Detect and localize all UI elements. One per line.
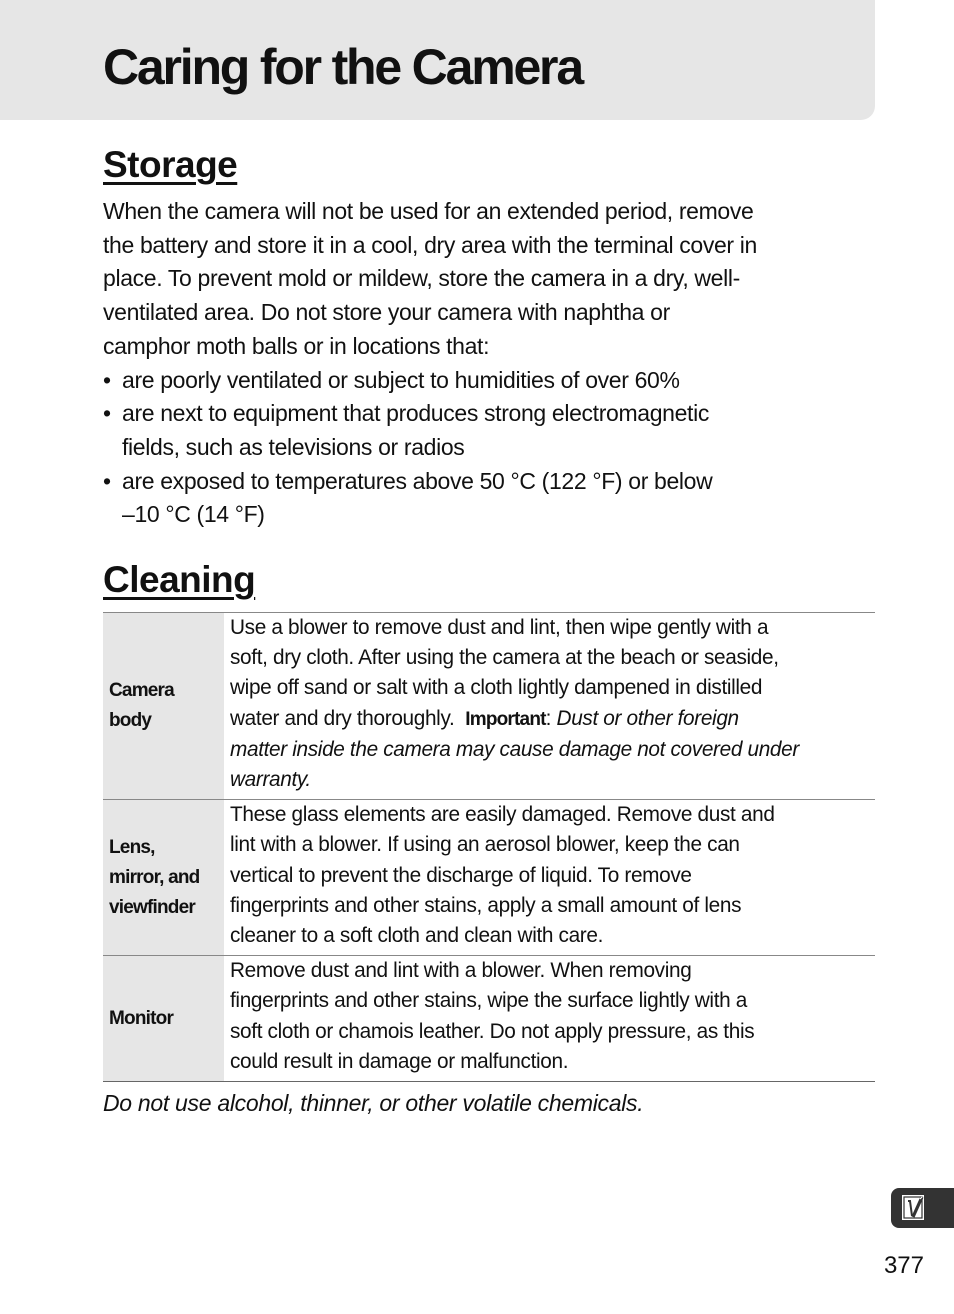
row-description: [224, 613, 875, 800]
table-row: [103, 956, 875, 1082]
storage-bullet-list: [103, 364, 875, 533]
desc-line: wipe off sand or salt with a cloth lightly dampened in distilled: [230, 676, 763, 700]
intro-line: When the camera will not be used for an extended period, remove: [103, 198, 754, 224]
row-description: [224, 800, 875, 956]
label-line: Camera: [109, 680, 174, 702]
desc-line: water and dry thoroughly.: [230, 706, 466, 730]
desc-line: soft, dry cloth. After using the camera at the beach or seaside,: [230, 646, 779, 670]
cleaning-table: [103, 612, 875, 1082]
bullet-line: –10 °C (14 °F): [122, 501, 265, 528]
desc-line: fingerprints and other stains, apply a small amount of lens: [230, 893, 742, 917]
row-label: [103, 613, 224, 800]
row-label: [103, 800, 224, 956]
intro-line: ventilated area. Do not store your camera with naphtha or: [103, 299, 670, 326]
table-row: [103, 613, 875, 800]
footnote: Do not use alcohol, thinner, or other volatile chemicals.: [103, 1090, 644, 1116]
table-row: [103, 800, 875, 956]
bullet-dot: •: [103, 467, 111, 494]
bullet-line: are poorly ventilated or subject to humidities of over 60%: [122, 366, 680, 393]
intro-line: place. To prevent mold or mildew, store the camera in a dry, well-: [103, 265, 740, 292]
desc-line: Use a blower to remove dust and lint, then wipe gently with a: [230, 616, 769, 639]
bullet-item: [103, 364, 875, 398]
row-description: [224, 956, 875, 1082]
bullet-line: are exposed to temperatures above 50 °C (122 °F) or below: [122, 467, 713, 494]
tools-icon: [891, 1188, 954, 1228]
section-tab: [891, 1188, 954, 1228]
desc-line: could result in damage or malfunction.: [230, 1049, 569, 1073]
bullet-item: [103, 397, 875, 464]
desc-line: vertical to prevent the discharge of liquid. To remove: [230, 863, 692, 887]
important-text: Dust or other foreign: [551, 706, 739, 730]
desc-line: soft cloth or chamois leather. Do not apply pressure, as this: [230, 1019, 755, 1043]
label-line: Lens,: [109, 836, 155, 858]
desc-line: cleaner to a soft cloth and clean with care.: [230, 924, 604, 948]
desc-line: fingerprints and other stains, wipe the surface lightly with a: [230, 989, 747, 1013]
label-line: Monitor: [109, 1007, 174, 1029]
bullet-dot: •: [103, 400, 111, 427]
intro-line: camphor moth balls or in locations that:: [103, 332, 490, 359]
label-line: body: [109, 710, 152, 732]
important-label: Important: [465, 708, 546, 730]
storage-heading: Storage: [103, 144, 238, 185]
desc-line: Remove dust and lint with a blower. When removing: [230, 959, 692, 983]
bullet-line: are next to equipment that produces strong electromagnetic: [122, 400, 709, 427]
label-line: mirror, and: [109, 866, 200, 888]
page-title: Caring for the Camera: [103, 39, 582, 95]
intro-line: the battery and store it in a cool, dry area with the terminal cover in: [103, 231, 757, 258]
important-text: matter inside the camera may cause damage not covered under: [230, 737, 799, 761]
bullet-line: fields, such as televisions or radios: [122, 433, 465, 460]
page-number: 377: [883, 1252, 924, 1279]
desc-line: lint with a blower. If using an aerosol blower, keep the can: [230, 833, 740, 857]
storage-section: [103, 195, 875, 532]
row-label: [103, 956, 224, 1082]
important-colon: :: [545, 706, 552, 730]
desc-line: These glass elements are easily damaged. Remove dust and: [230, 803, 775, 827]
storage-intro: [103, 195, 875, 364]
cleaning-heading: Cleaning: [103, 559, 256, 600]
label-line: viewfinder: [109, 896, 195, 918]
bullet-dot: •: [103, 366, 111, 393]
important-text: warranty.: [230, 768, 311, 792]
bullet-item: [103, 465, 875, 532]
